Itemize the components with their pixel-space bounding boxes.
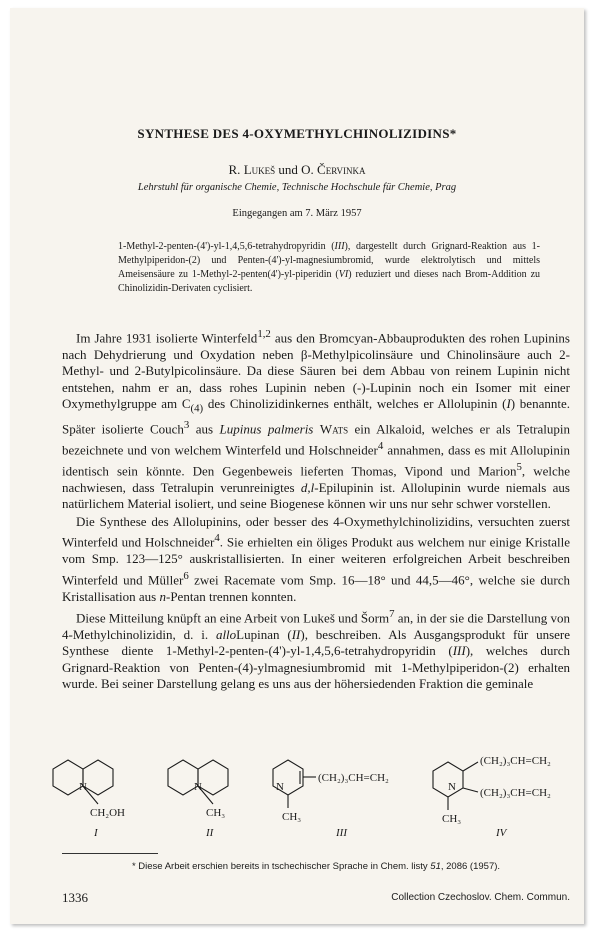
atom-n-label: N [194, 781, 202, 793]
compound-label-I: I [94, 827, 98, 839]
group-label: CH₂OH [90, 807, 126, 819]
abstract [118, 240, 540, 296]
paragraph-2: Die Synthese des Allolupinins, oder besser des 4-Oxymethylchinolizidins, versuchten zuerst Winterfeld und Holschneider$^4$. Sie erhielten ein öliges Produkt aus welchem nur einige Kristalle vom Smp. 123—125° auskristallisierten. In einer weiteren erfolgreichen Arbeit beschreiben Winterfeld und Müller$^6$ zwei Racemate vom Smp. 16—18° und 44,5—46°, welche sie durch Kristallisation aus n-Pentan trennen konnten. [62, 513, 570, 604]
compound-ref: VI [338, 269, 349, 280]
paragraph-3: Diese Mitteilung knüpft an eine Arbeit von Lukeš und Šorm$^7$ an, in der sie die Darstellung von 4-Methylchinolizidin, d. i. alloLupinan (II), beschreiben. Als Ausgangsprodukt für unsere Synthese diente 1-Methyl-2-penten-(4')-yl-1,4,5,6-tetrahydropyridin (III), welches durch Grignard-Reaktion von Penten-(4)-ylmagnesiumbromid mit 1-Methylpiperidon-(2) erhalten wurde. Bei seiner Darstellung gelang es uns aus der höhersiedenden Fraktion die geminale [62, 608, 571, 692]
group-label: CH₃ [442, 813, 462, 825]
ref-sup: 4 [214, 532, 220, 545]
chain-label: (CH₂)₃CH=CH₂ [318, 772, 389, 784]
article-title: SYNTHESE DES 4-OXYMETHYLCHINOLIZIDINS* [137, 126, 457, 141]
paragraph-1: Im Jahre 1931 isolierte Winterfeld$^{1,2}$ aus den Bromcyan-Abbauprodukten des rohen Lupinins nach Dehydrierung und Oxydation neben β-Methylpicolinsäure und Chinolinsäure auch 2-Methyl- und 2-Butylpicolinsäure. Da diese Säuren bei dem Abbau von reinem Lupinin nicht entstehen, nahm er an, dass rohes Lupinin neben (-)-Lupinin noch ein Isomer mit einer Oxymethylgruppe am $C_{(4)}$ des Chinolizidinkernes enthält, welches er Allolupinin (I) benannte. Später isolierte Couch$^3$ aus Lupinus palmeris Wats ein Alkaloid, welches er als Tetralupin bezeichnete und von welchem Winterfeld und Holschneider$^4$ annahmen, dass es mit Allolupinin identisch sein könnte. Den Gegenbeweis lieferten Thomas, Vipond und Marion$^5$, welche nachwiesen, dass Tetralupin verunreinigtes d,l-Epilupinin ist. Allolupinin wurde niemals aus natürlichem Material isoliert, und seine Biogenese können wir uns nur sehr schwer vorstellen. [62, 328, 571, 512]
species-name: Lupinus palmeris [219, 421, 314, 437]
abstract-text: ), dargestellt durch Grignard-Reaktion aus 1-Methylpiperidon-(2) und Penten-(4')-yl-magnesiumbromid, wurde elektrolytisch und mittels Ameisensäure zu 1-Methyl-2-penten(4')-yl-piperidin ( [118, 241, 540, 280]
compound-ref: I [506, 396, 511, 412]
authors-prefix: R. [228, 162, 244, 177]
abstract-text: 1-Methyl-2-penten-(4')-yl-1,4,5,6-tetrahydropyridin ( [118, 241, 335, 252]
body-text [62, 326, 570, 694]
footnote: * Diese Arbeit erschien bereits in tschechischer Sprache in Chem. listy 51, 2086 (1957). [131, 861, 501, 872]
compound-ref: II [291, 626, 301, 642]
ref-sup: 4 [377, 440, 384, 453]
authors [10, 162, 584, 178]
ref-sup: 5 [516, 461, 522, 474]
journal-name: Collection Czechoslov. Chem. Commun. [391, 892, 570, 903]
footnote-rule [62, 853, 158, 854]
abstract-text: ) reduziert und dieses nach Brom-Addition zu Chinolizidin-Derivaten cyclisiert. [118, 269, 541, 294]
author-lukes: Lukeš [243, 162, 276, 177]
received-date: Eingegangen am 7. März 1957 [232, 208, 362, 219]
ref-sup: 7 [389, 608, 395, 621]
group-label: CH₃ [282, 811, 302, 823]
compound-label-III: III [336, 827, 347, 839]
page-number: 1336 [62, 890, 88, 905]
structures-svg [46, 755, 566, 842]
atom-n-label: N [276, 781, 284, 793]
compound-label-IV: IV [496, 827, 507, 839]
chemical-structures [46, 755, 566, 842]
compound-ref: III [452, 643, 466, 659]
atom-n-label: N [448, 781, 456, 793]
journal-page [10, 8, 584, 924]
atom-n-label: N [79, 781, 87, 793]
affiliation: Lehrstuhl für organische Chemie, Technische Hochschule für Chemie, Prag [137, 182, 457, 193]
ref-sup: 6 [183, 569, 189, 582]
group-label: CH₃ [206, 807, 226, 819]
authority-name: Wats [319, 421, 349, 437]
ref-sup: 1,2 [257, 328, 271, 340]
authors-and: und O. [275, 162, 318, 177]
chain-label: (CH₂)₃CH=CH₂ [480, 787, 551, 799]
compound-ref: III [334, 241, 345, 252]
ref-sup: 3 [183, 419, 190, 432]
chain-label: (CH₂)₃CH=CH₂ [480, 755, 551, 767]
compound-label-II: II [206, 827, 214, 839]
author-cervinka: Červinka [317, 162, 366, 177]
